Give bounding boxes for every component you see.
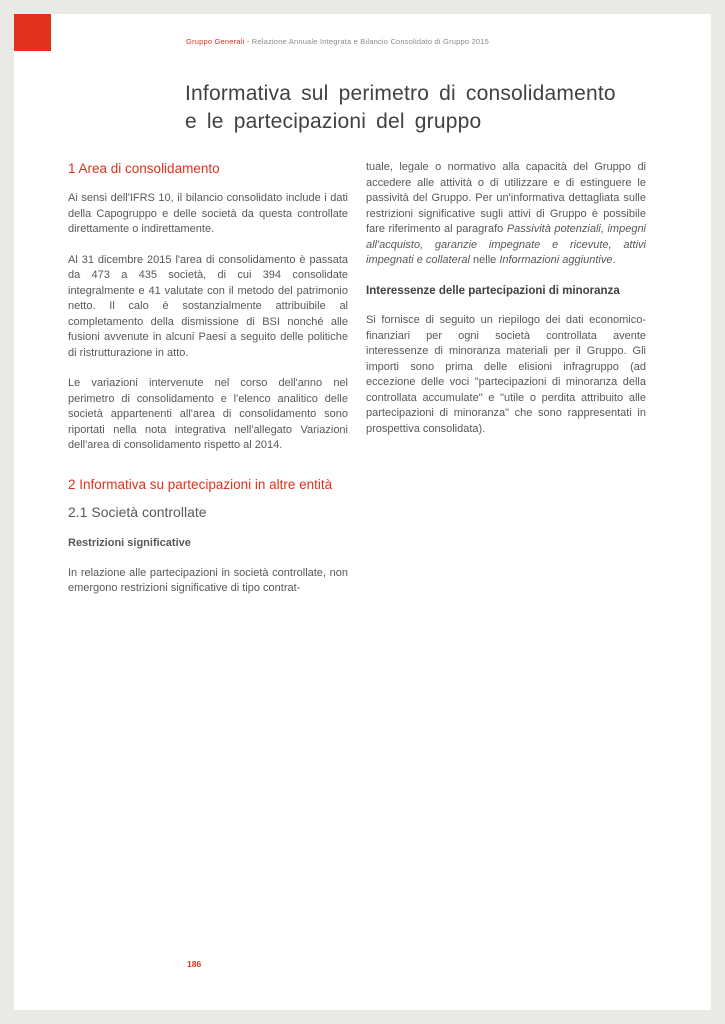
right-paragraph-1-italic-section: Informazioni aggiuntive bbox=[499, 254, 613, 266]
header-doc-title: Relazione Annuale Integrata e Bilancio Consolidato di Gruppo 2015 bbox=[249, 37, 490, 46]
left-column bbox=[68, 160, 348, 612]
right-paragraph-1-period: . bbox=[612, 254, 616, 266]
page-title bbox=[185, 80, 616, 136]
subsection-heading: 2.1 Società controllate bbox=[68, 503, 207, 520]
header-brand: Gruppo Generali - bbox=[186, 37, 250, 46]
right-paragraph-1 bbox=[366, 160, 646, 269]
page-title-line2: e le partecipazioni del gruppo bbox=[185, 110, 482, 133]
section2-heading: 2 Informativa su partecipazioni in altre entità bbox=[68, 476, 333, 492]
page-header bbox=[186, 37, 489, 46]
restrictions-subheading: Restrizioni significative bbox=[68, 537, 191, 549]
right-paragraph-1-italic-reference: Passività potenziali, impegni all'acquisto, garanzie impegnate e ricevute, attivi impegnati e collateral bbox=[366, 223, 646, 266]
right-paragraph-2: Si fornisce di seguito un riepilogo dei dati economico-finanziari per ogni società controllata avente interessenze di minoranza materiali per il Gruppo. Gli importi sono prima delle elisioni infragruppo (ad eccezione delle voci "partecipazioni di minoranza della controllata accumulate" e "utile o perdita attribuito alle partecipazioni di minoranza" che sono rappresentati in prospettiva consolidata). bbox=[366, 314, 646, 435]
brand-corner-square bbox=[14, 14, 51, 51]
minority-interests-heading: Interessenze delle partecipazioni di minoranza bbox=[366, 284, 620, 297]
page-number: 186 bbox=[187, 959, 202, 969]
left-paragraph-1: Ai sensi dell'IFRS 10, il bilancio consolidato include i dati della Capogruppo e delle società da questa controllate direttamente o indirettamente. bbox=[68, 192, 348, 235]
page-title-line1: Informativa sul perimetro di consolidamento bbox=[185, 82, 616, 105]
right-paragraph-1-connector: nelle bbox=[469, 254, 500, 266]
right-paragraph-1-text: tuale, legale o normativo alla capacità del Gruppo di accedere alle attività o di utilizzare e di estinguere le passività del Gruppo. Per un'informativa dettagliata sulle restrizioni significative sugli attivi di Gruppo è possibile fare riferimento al paragrafo bbox=[366, 161, 646, 235]
left-paragraph-4: In relazione alle partecipazioni in società controllate, non emergono restrizioni significative di tipo contrat- bbox=[68, 566, 348, 594]
left-paragraph-3: Le variazioni intervenute nel corso dell'anno nel perimetro di consolidamento e l'elenco analitico delle società appartenenti all'area di consolidamento sono riportati nella nota integrativa nell'allegato Variazioni dell'area di consolidamento rispetto al 2014. bbox=[68, 377, 348, 451]
right-column bbox=[366, 160, 646, 612]
two-column-body bbox=[68, 160, 646, 612]
left-paragraph-2: Al 31 dicembre 2015 l'area di consolidamento è passata da 473 a 435 società, di cui 394 consolidate integralmente e 41 valutate con il metodo del patrimonio netto. Il calo è sostanzialmente attribuibile al completamento della dismissione di BSI nonché alle fusioni avvenute in alcuni Paesi a seguito delle politiche di ristrutturazione in atto. bbox=[68, 253, 348, 359]
section1-heading: 1 Area di consolidamento bbox=[68, 161, 220, 176]
